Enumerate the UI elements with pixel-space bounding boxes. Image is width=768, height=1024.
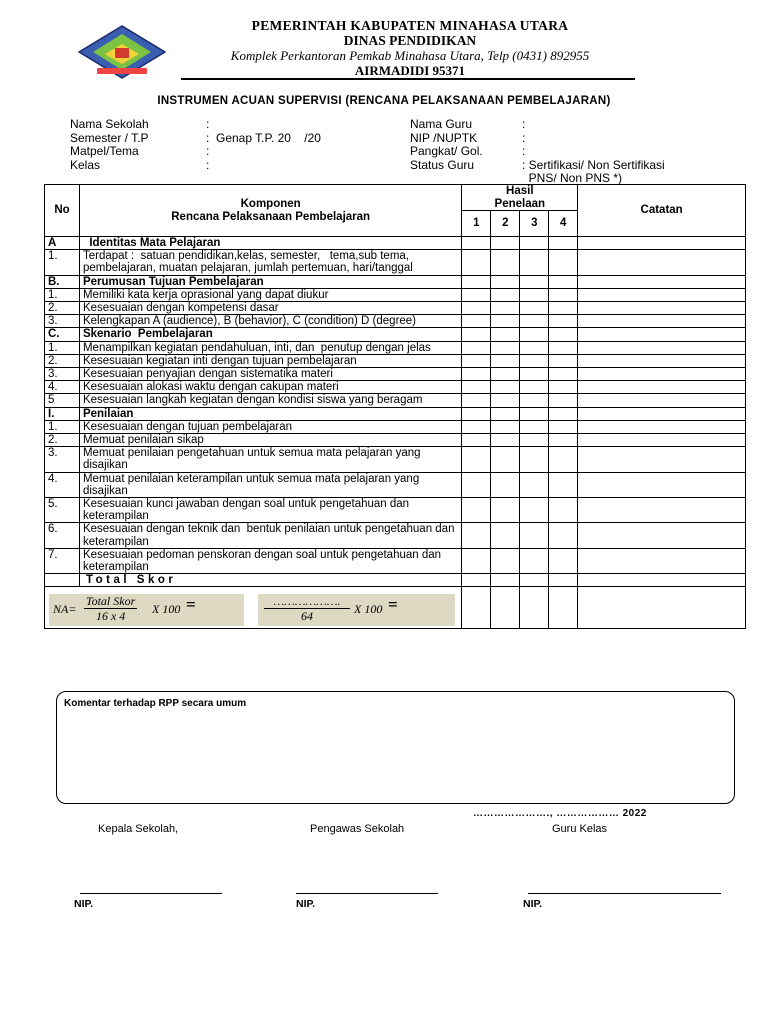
score-cell[interactable] — [549, 394, 578, 407]
info-row — [70, 159, 321, 173]
header-city: AIRMADIDI 95371 — [354, 63, 466, 78]
document-title: INSTRUMEN ACUAN SUPERVISI (RENCANA PELAKSANAAN PEMBELAJARAN) — [157, 95, 611, 107]
formula-equals: = — [388, 595, 398, 615]
col-score-4: 4 — [549, 211, 578, 237]
criterion-text: Memiliki kata kerja oprasional yang dapat diukur — [79, 288, 461, 301]
score-cell[interactable] — [549, 381, 578, 394]
section-row — [45, 407, 746, 420]
info-right — [410, 118, 665, 186]
section-title: Penilaian — [79, 407, 461, 420]
score-cell[interactable] — [549, 420, 578, 433]
row-number: 1. — [45, 288, 80, 301]
criterion-row — [45, 434, 746, 447]
nip-supervisor: NIP. — [296, 898, 316, 910]
score-cell[interactable] — [491, 472, 520, 497]
letterhead — [0, 18, 768, 80]
criterion-row — [45, 394, 746, 407]
score-cell[interactable] — [491, 328, 520, 341]
info-row — [70, 118, 321, 132]
header-address: Komplek Perkantoran Pemkab Minahasa Utara, Telp (0431) 892955 — [230, 48, 590, 63]
criterion-text: Kesesuaian penyajian dengan sistematika materi — [79, 368, 461, 381]
catatan-cell[interactable] — [578, 434, 746, 447]
score-cell[interactable] — [462, 447, 491, 472]
score-cell[interactable] — [520, 237, 549, 250]
score-cell[interactable] — [520, 302, 549, 315]
score-cell[interactable] — [520, 368, 549, 381]
score-cell[interactable] — [462, 498, 491, 523]
formula-cell — [45, 587, 462, 629]
formula-times: X 100 — [152, 602, 181, 617]
formula-score-cell — [462, 587, 491, 629]
row-number: 3. — [45, 447, 80, 472]
criterion-text: Terdapat : satuan pendidikan,kelas, semester, tema,sub tema, pembelajaran, muatan pelajaran, jumlah pertemuan, hari/tanggal — [79, 250, 461, 275]
criterion-row — [45, 472, 746, 497]
info-row — [410, 159, 665, 173]
criterion-text: Kesesuaian dengan tujuan pembelajaran — [79, 420, 461, 433]
score-cell[interactable] — [491, 315, 520, 328]
criterion-row — [45, 548, 746, 573]
score-cell[interactable] — [520, 275, 549, 288]
catatan-cell[interactable] — [578, 341, 746, 354]
catatan-cell[interactable] — [578, 498, 746, 523]
criterion-text: Kesesuaian pedoman penskoran dengan soal untuk pengetahuan dan keterampilan — [79, 548, 461, 573]
score-cell[interactable] — [549, 328, 578, 341]
info-row — [410, 118, 665, 132]
info-value: : — [522, 117, 526, 131]
catatan-cell[interactable] — [578, 288, 746, 301]
score-cell[interactable] — [491, 420, 520, 433]
score-cell[interactable] — [491, 498, 520, 523]
score-cell[interactable] — [520, 250, 549, 275]
info-row — [410, 132, 665, 146]
score-cell[interactable] — [520, 420, 549, 433]
info-value: : — [206, 144, 210, 158]
col-komponen — [79, 185, 461, 237]
score-cell[interactable] — [549, 407, 578, 420]
table-header-row — [45, 185, 746, 211]
info-value: : — [206, 117, 210, 131]
score-cell[interactable] — [549, 302, 578, 315]
info-label: Nama Guru — [410, 117, 473, 131]
info-row — [410, 145, 665, 159]
row-number: 1. — [45, 420, 80, 433]
score-cell[interactable] — [491, 354, 520, 367]
formula-score-cell — [549, 587, 578, 629]
date-line: …………………., ……………… 2022 — [473, 808, 647, 819]
formula-box-calc — [258, 594, 455, 626]
catatan-cell[interactable] — [578, 368, 746, 381]
score-cell[interactable] — [549, 548, 578, 573]
catatan-cell[interactable] — [578, 237, 746, 250]
criterion-row — [45, 250, 746, 275]
catatan-cell[interactable] — [578, 447, 746, 472]
row-number: 3. — [45, 315, 80, 328]
criterion-row — [45, 498, 746, 523]
table-body — [45, 237, 746, 574]
criterion-row — [45, 420, 746, 433]
criterion-row — [45, 447, 746, 472]
col-score-3: 3 — [520, 211, 549, 237]
score-cell[interactable] — [491, 548, 520, 573]
score-cell[interactable] — [549, 447, 578, 472]
row-number: 4. — [45, 472, 80, 497]
total-row — [45, 574, 746, 587]
criterion-row — [45, 368, 746, 381]
section-row — [45, 275, 746, 288]
score-cell[interactable] — [520, 328, 549, 341]
row-number: A — [45, 237, 80, 250]
col-hasil — [462, 185, 578, 211]
row-number: 5 — [45, 394, 80, 407]
catatan-cell[interactable] — [578, 548, 746, 573]
score-cell[interactable] — [462, 472, 491, 497]
total-score-cell[interactable] — [549, 574, 578, 587]
score-cell[interactable] — [520, 394, 549, 407]
catatan-cell[interactable] — [578, 275, 746, 288]
score-cell[interactable] — [491, 447, 520, 472]
score-cell[interactable] — [491, 288, 520, 301]
score-cell[interactable] — [462, 434, 491, 447]
score-cell[interactable] — [520, 447, 549, 472]
formula-score-cell — [491, 587, 520, 629]
signature-title-teacher: Guru Kelas — [552, 823, 608, 835]
section-row — [45, 237, 746, 250]
score-cell[interactable] — [520, 341, 549, 354]
score-cell[interactable] — [491, 275, 520, 288]
criterion-text: Memuat penilaian sikap — [79, 434, 461, 447]
formula-row — [45, 587, 746, 629]
col-no: No — [45, 185, 80, 237]
header-divider — [181, 78, 635, 80]
criterion-row — [45, 341, 746, 354]
info-label: NIP /NUPTK — [410, 130, 478, 145]
criterion-row — [45, 288, 746, 301]
catatan-cell[interactable] — [578, 407, 746, 420]
score-cell[interactable] — [520, 288, 549, 301]
criterion-text: Menampilkan kegiatan pendahuluan, inti, dan penutup dengan jelas — [79, 341, 461, 354]
nip-principal: NIP. — [74, 898, 94, 910]
score-cell[interactable] — [520, 315, 549, 328]
score-cell[interactable] — [462, 523, 491, 548]
catatan-cell[interactable] — [578, 381, 746, 394]
signature-line-principal[interactable] — [80, 893, 222, 894]
info-left — [70, 118, 321, 172]
total-score-cell[interactable] — [462, 574, 491, 587]
score-cell[interactable] — [549, 341, 578, 354]
criterion-text: Kesesuaian kunci jawaban dengan soal untuk pengetahuan dan keterampilan — [79, 498, 461, 523]
row-number: 5. — [45, 498, 80, 523]
comment-box[interactable] — [56, 691, 735, 804]
total-label: Total Skor — [79, 574, 461, 587]
score-cell[interactable] — [462, 315, 491, 328]
info-label: Status Guru — [410, 157, 475, 172]
criterion-text: Kesesuaian dengan kompetensi dasar — [79, 302, 461, 315]
score-cell[interactable] — [491, 341, 520, 354]
score-cell[interactable] — [462, 302, 491, 315]
row-number: 2. — [45, 302, 80, 315]
row-number: 4. — [45, 381, 80, 394]
col-score-2: 2 — [491, 211, 520, 237]
criterion-text: Kesesuaian dengan teknik dan bentuk penilaian untuk pengetahuan dan keterampilan — [79, 523, 461, 548]
row-number: B. — [45, 275, 80, 288]
catatan-cell[interactable] — [578, 315, 746, 328]
row-number: C. — [45, 328, 80, 341]
score-cell[interactable] — [549, 315, 578, 328]
formula-fraction — [264, 595, 350, 623]
info-value: PNS/ Non PNS *) — [522, 171, 623, 185]
score-cell[interactable] — [549, 288, 578, 301]
score-cell[interactable] — [491, 237, 520, 250]
row-number: 1. — [45, 341, 80, 354]
score-cell[interactable] — [462, 288, 491, 301]
section-title: Identitas Mata Pelajaran — [79, 237, 461, 250]
score-cell[interactable] — [549, 237, 578, 250]
signature-title-principal: Kepala Sekolah, — [98, 823, 179, 835]
info-label: Kelas — [70, 157, 101, 172]
score-cell[interactable] — [462, 328, 491, 341]
catatan-cell[interactable] — [578, 328, 746, 341]
score-cell[interactable] — [462, 237, 491, 250]
criterion-row — [45, 354, 746, 367]
catatan-cell[interactable] — [578, 302, 746, 315]
row-number: 1. — [45, 250, 80, 275]
info-value: : — [522, 144, 526, 158]
section-row — [45, 328, 746, 341]
col-komponen-line2: Rencana Pelaksanaan Pembelajaran — [171, 210, 371, 223]
score-cell[interactable] — [491, 368, 520, 381]
col-hasil-line2: Penelaan — [494, 197, 546, 210]
score-cell[interactable] — [462, 381, 491, 394]
score-cell[interactable] — [520, 498, 549, 523]
catatan-cell[interactable] — [578, 354, 746, 367]
col-komponen-line1: Komponen — [240, 198, 301, 211]
score-cell[interactable] — [462, 368, 491, 381]
score-cell[interactable] — [462, 354, 491, 367]
criterion-row — [45, 315, 746, 328]
header-department: DINAS PENDIDIKAN — [343, 33, 477, 48]
score-cell[interactable] — [520, 407, 549, 420]
score-cell[interactable] — [462, 341, 491, 354]
score-cell[interactable] — [549, 472, 578, 497]
info-value: : — [522, 130, 526, 145]
score-cell[interactable] — [491, 302, 520, 315]
row-number: 2. — [45, 434, 80, 447]
total-score-cell[interactable] — [491, 574, 520, 587]
section-title: Skenario Pembelajaran — [79, 328, 461, 341]
supervision-table — [44, 184, 746, 629]
info-row — [70, 145, 321, 159]
score-cell[interactable] — [462, 394, 491, 407]
formula-numerator: ………………. — [264, 595, 350, 609]
info-value: : Genap T.P. 20 /20 — [206, 130, 321, 145]
score-cell[interactable] — [462, 275, 491, 288]
section-title: Perumusan Tujuan Pembelajaran — [79, 275, 461, 288]
col-catatan: Catatan — [578, 185, 746, 237]
score-cell[interactable] — [491, 394, 520, 407]
score-cell[interactable] — [462, 250, 491, 275]
formula-times: X 100 — [354, 602, 383, 617]
nip-teacher: NIP. — [523, 898, 543, 910]
score-cell[interactable] — [520, 523, 549, 548]
total-catatan-cell[interactable] — [578, 574, 746, 587]
info-label: Pangkat/ Gol. — [410, 144, 483, 158]
catatan-cell[interactable] — [578, 472, 746, 497]
catatan-cell[interactable] — [578, 420, 746, 433]
row-number: 2. — [45, 354, 80, 367]
criterion-text: Kesesuaian langkah kegiatan dengan kondisi siswa yang beragam — [79, 394, 461, 407]
score-cell[interactable] — [462, 420, 491, 433]
formula-box-na — [49, 594, 244, 626]
total-score-cell[interactable] — [520, 574, 549, 587]
score-cell[interactable] — [549, 250, 578, 275]
score-cell[interactable] — [549, 368, 578, 381]
score-cell[interactable] — [549, 523, 578, 548]
formula-denominator: 16 x 4 — [95, 609, 126, 624]
criterion-text: Kesesuaian kegiatan inti dengan tujuan pembelajaran — [79, 354, 461, 367]
formula-numerator: Total Skor — [86, 594, 136, 609]
col-score-1: 1 — [462, 211, 491, 237]
regency-emblem-icon — [77, 24, 167, 80]
row-number: 3. — [45, 368, 80, 381]
catatan-cell[interactable] — [578, 523, 746, 548]
info-label: Semester / T.P — [70, 130, 149, 145]
score-cell[interactable] — [549, 434, 578, 447]
criterion-text: Memuat penilaian keterampilan untuk semua mata pelajaran yang disajikan — [79, 472, 461, 497]
criterion-row — [45, 302, 746, 315]
score-cell[interactable] — [462, 407, 491, 420]
col-hasil-line1: Hasil — [506, 185, 534, 198]
comment-label: Komentar terhadap RPP secara umum — [64, 698, 247, 709]
row-number: I. — [45, 407, 80, 420]
score-cell[interactable] — [491, 381, 520, 394]
criterion-text: Memuat penilaian pengetahuan untuk semua mata pelajaran yang disajikan — [79, 447, 461, 472]
signature-line-teacher[interactable] — [528, 893, 721, 894]
score-cell[interactable] — [520, 434, 549, 447]
catatan-cell[interactable] — [578, 250, 746, 275]
score-cell[interactable] — [520, 472, 549, 497]
score-cell[interactable] — [462, 548, 491, 573]
info-value: : Sertifikasi/ Non Sertifikasi — [522, 157, 665, 172]
formula-fraction — [84, 595, 137, 623]
score-cell[interactable] — [491, 434, 520, 447]
score-cell[interactable] — [491, 250, 520, 275]
catatan-cell[interactable] — [578, 394, 746, 407]
header-government: PEMERINTAH KABUPATEN MINAHASA UTARA — [251, 18, 569, 33]
info-label: Matpel/Tema — [70, 144, 139, 158]
criterion-text: Kesesuaian alokasi waktu dengan cakupan materi — [79, 381, 461, 394]
criterion-text: Kelengkapan A (audience), B (behavior), C (condition) D (degree) — [79, 315, 461, 328]
signature-line-supervisor[interactable] — [296, 893, 438, 894]
formula-na-prefix: NA= — [53, 602, 77, 617]
formula-score-cell — [520, 587, 549, 629]
score-cell[interactable] — [520, 354, 549, 367]
info-label: Nama Sekolah — [70, 117, 149, 131]
signature-title-supervisor: Pengawas Sekolah — [310, 823, 405, 835]
total-no-cell — [45, 574, 80, 587]
criterion-row — [45, 381, 746, 394]
score-cell[interactable] — [549, 354, 578, 367]
score-cell[interactable] — [491, 523, 520, 548]
row-number: 6. — [45, 523, 80, 548]
formula-equals: = — [186, 595, 196, 615]
score-cell[interactable] — [520, 381, 549, 394]
score-cell[interactable] — [520, 548, 549, 573]
row-number: 7. — [45, 548, 80, 573]
criterion-row — [45, 523, 746, 548]
score-cell[interactable] — [491, 407, 520, 420]
formula-catatan-cell — [578, 587, 746, 629]
score-cell[interactable] — [549, 275, 578, 288]
info-value: : — [206, 157, 210, 172]
info-row — [70, 132, 321, 146]
score-cell[interactable] — [549, 498, 578, 523]
formula-denominator: 64 — [301, 609, 313, 624]
